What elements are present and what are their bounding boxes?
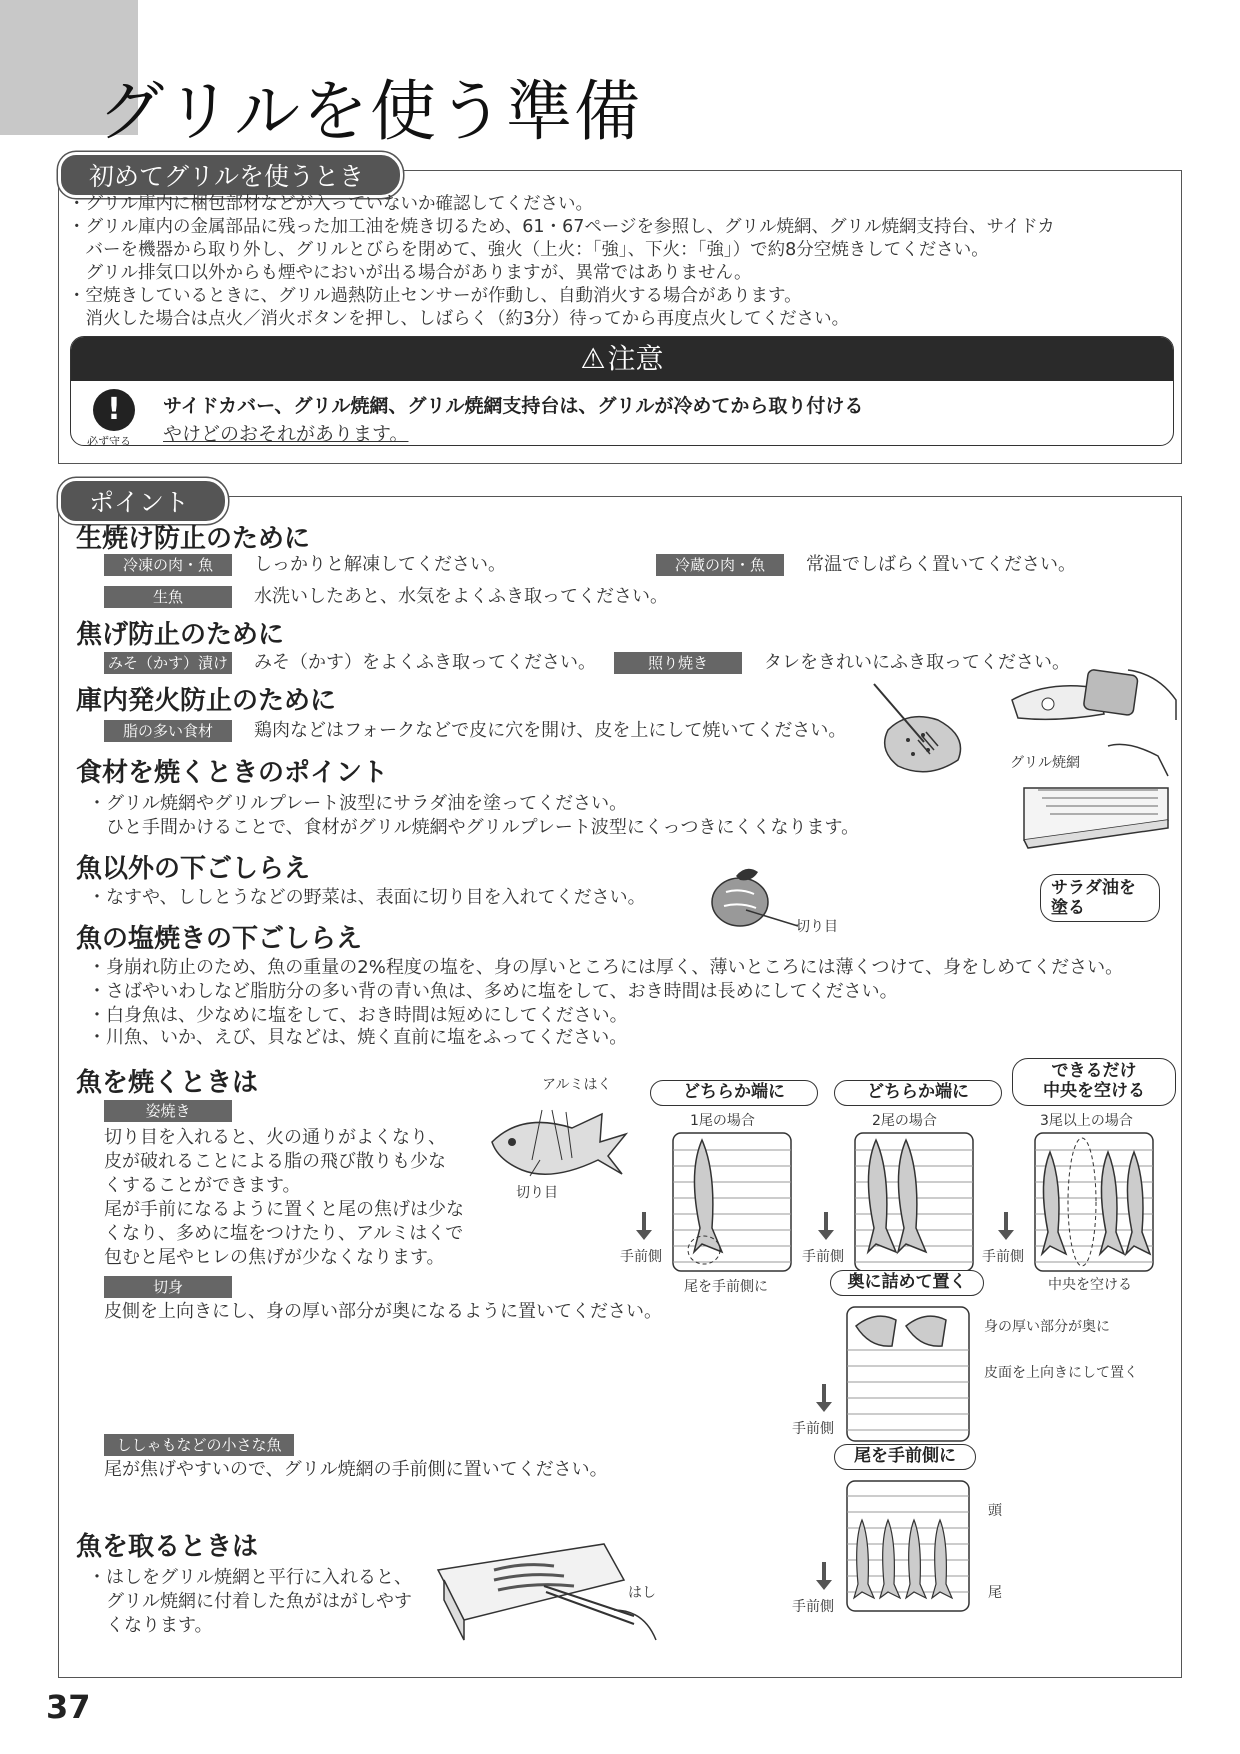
chilled-text: 常温でしばらく置いてください。 xyxy=(806,554,1076,575)
first-use-bullets xyxy=(68,193,1055,331)
tray-small-fish xyxy=(846,1480,970,1612)
whole-fish-line: くすることができます。 xyxy=(104,1175,301,1196)
whole-fish-line: 切り目を入れると、火の通りがよくなり、 xyxy=(104,1127,446,1148)
fillet-tag: 切身 xyxy=(104,1276,232,1298)
salad-oil-pill xyxy=(1040,874,1160,922)
miso-text: みそ（かす）をよくふき取ってください。 xyxy=(254,652,596,673)
skin-up-label: 皮面を上向きにして置く xyxy=(984,1365,1138,1381)
teriyaki-text: タレをきれいにふき取ってください。 xyxy=(764,652,1070,673)
whole-fish-illustration xyxy=(482,1090,632,1180)
fillet-text: 皮側を上向きにし、身の厚い部分が奥になるように置いてください。 xyxy=(104,1301,662,1322)
front-side-label: 手前側 xyxy=(982,1249,1024,1265)
non-fish-heading: 魚以外の下ごしらえ xyxy=(76,854,311,884)
fish-cut-label: 切り目 xyxy=(516,1185,558,1201)
first-use-bullet: グリル排気口以外からも煙やにおいが出る場合がありますが、異常ではありません。 xyxy=(68,263,752,283)
thick-back-label: 身の厚い部分が奥に xyxy=(984,1319,1110,1335)
caution-main-text: サイドカバー、グリル焼網、グリル焼網支持台は、グリルが冷めてから取り付ける xyxy=(163,395,864,417)
whole-fish-line: 包むと尾やヒレの焦げが少なくなります。 xyxy=(104,1247,445,1268)
col2-pill: どちらか端に xyxy=(834,1080,1002,1106)
front-side-label: 手前側 xyxy=(792,1421,834,1437)
removing-fish-line: くなります。 xyxy=(88,1615,213,1636)
first-use-bullet: バーを機器から取り外し、グリルとびらを閉めて、強火（上火：「強」、下火：「強」）で約8分空焼きしてください。 xyxy=(68,240,989,260)
grilling-points-line: ひと手間かけることで、食材がグリル焼網やグリルプレート波型にくっつきにくくなります。 xyxy=(88,817,860,838)
removing-fish-line: グリル焼網に付着した魚がはがしやす xyxy=(88,1591,412,1612)
back-pill: 奥に詰めて置く xyxy=(830,1270,984,1296)
caution-sub-text: やけどのおそれがあります。 xyxy=(163,423,409,445)
small-fish-text: 尾が焦げやすいので、グリル焼網の手前側に置いてください。 xyxy=(104,1459,608,1480)
first-use-label: 初めてグリルを使うとき xyxy=(58,152,403,198)
front-arrow-icon xyxy=(818,1212,834,1240)
wiping-cloth-illustration xyxy=(1008,660,1178,730)
center-empty-label: 中央を空ける xyxy=(1048,1277,1132,1293)
front-side-label: 手前側 xyxy=(792,1599,834,1615)
frozen-tag: 冷凍の肉・魚 xyxy=(104,554,232,576)
must-follow-label: 必ず守る xyxy=(87,435,131,446)
warning-triangle-icon: ⚠ xyxy=(580,342,606,375)
fatty-food-tag: 脂の多い食材 xyxy=(104,720,232,742)
salt-grill-heading: 魚の塩焼きの下ごしらえ xyxy=(76,924,363,954)
raw-fish-tag: 生魚 xyxy=(104,586,232,608)
salt-grill-line: ・さばやいわしなど脂肪分の多い背の青い魚は、多めに塩をして、おき時間は長めにしてください。 xyxy=(88,981,898,1002)
tray-one-fish xyxy=(672,1132,792,1272)
raw-prevention-heading: 生焼け防止のために xyxy=(76,524,311,554)
first-use-bullet: ・グリル庫内に梱包部材などが入っていないか確認してください。 xyxy=(68,194,593,214)
whole-fish-line: くなり、多めに塩をつけたり、アルミはくで xyxy=(104,1223,464,1244)
points-label: ポイント xyxy=(58,478,228,524)
col3-pill xyxy=(1012,1058,1176,1106)
salt-grill-line: ・川魚、いか、えび、貝などは、焼く直前に塩をふってください。 xyxy=(88,1027,628,1048)
tray-three-fish xyxy=(1034,1132,1154,1272)
miso-tag: みそ（かす）漬け xyxy=(104,652,232,674)
col1-case: 1尾の場合 xyxy=(690,1113,755,1129)
front-arrow-icon xyxy=(636,1212,652,1240)
front-arrow-icon xyxy=(816,1562,832,1590)
chopsticks-label: はし xyxy=(628,1585,656,1601)
fork-chicken-illustration xyxy=(868,680,978,780)
non-fish-line: ・なすや、ししとうなどの野菜は、表面に切り目を入れてください。 xyxy=(88,887,646,908)
foil-label: アルミはく xyxy=(542,1077,612,1093)
grilling-points-heading: 食材を焼くときのポイント xyxy=(76,758,389,788)
grill-net-illustration xyxy=(1018,736,1178,856)
tray-fillet xyxy=(846,1306,970,1442)
exclamation-icon: ! xyxy=(93,389,135,431)
first-use-bullet: ・グリル庫内の金属部品に残った加工油を焼き切るため、61・67ページを参照し、グリル焼網、グリル焼網支持台、サイドカ xyxy=(68,217,1055,237)
frozen-text: しっかりと解凍してください。 xyxy=(254,554,506,575)
salad-oil-pill-line: 塗る xyxy=(1051,898,1085,918)
caution-box xyxy=(70,336,1174,446)
col2-case: 2尾の場合 xyxy=(872,1113,937,1129)
teriyaki-tag: 照り焼き xyxy=(614,652,742,674)
front-side-label: 手前側 xyxy=(802,1249,844,1265)
grill-net-label: グリル焼網 xyxy=(1010,755,1080,771)
first-use-bullet: ・空焼きしているときに、グリル過熱防止センサーが作動し、自動消火する場合があります。 xyxy=(68,286,802,306)
first-use-bullet: 消火した場合は点火／消火ボタンを押し、しばらく（約3分）待ってから再度点火してください。 xyxy=(68,309,850,329)
grilling-fish-heading: 魚を焼くときは xyxy=(76,1068,259,1098)
front-side-label: 手前側 xyxy=(620,1249,662,1265)
col1-pill: どちらか端に xyxy=(650,1080,818,1106)
col3-pill-line: できるだけ xyxy=(1051,1061,1137,1081)
tail-front-pill: 尾を手前側に xyxy=(834,1444,976,1470)
col3-pill-line: 中央を空ける xyxy=(1043,1081,1145,1101)
small-fish-tag: ししゃもなどの小さな魚 xyxy=(104,1434,294,1456)
raw-fish-text: 水洗いしたあと、水気をよくふき取ってください。 xyxy=(254,586,668,607)
page-title: グリルを使う準備 xyxy=(98,73,642,150)
page-number: 37 xyxy=(46,1688,91,1726)
burn-prevention-heading: 焦げ防止のために xyxy=(76,620,285,650)
eggplant-cut-label: 切り目 xyxy=(796,919,838,935)
removing-fish-line: ・はしをグリル焼網と平行に入れると、 xyxy=(88,1567,412,1588)
fire-prevention-heading: 庫内発火防止のために xyxy=(76,686,337,716)
salt-grill-line: ・身崩れ防止のため、魚の重量の2%程度の塩を、身の厚いところには厚く、薄いところには薄くつけて、身をしめてください。 xyxy=(88,957,1124,978)
caution-title: 注意 xyxy=(607,342,664,375)
front-arrow-icon xyxy=(998,1212,1014,1240)
salt-grill-line: ・白身魚は、少なめに塩をして、おき時間は短めにしてください。 xyxy=(88,1005,628,1026)
grilling-points-line: ・グリル焼網やグリルプレート波型にサラダ油を塗ってください。 xyxy=(88,793,628,814)
whole-fish-line: 皮が破れることによる脂の飛び散りも少な xyxy=(104,1151,446,1172)
fatty-food-text: 鶏肉などはフォークなどで皮に穴を開け、皮を上にして焼いてください。 xyxy=(254,720,847,741)
salad-oil-pill-line: サラダ油を xyxy=(1051,878,1136,898)
tail-label: 尾 xyxy=(988,1585,1002,1601)
removing-fish-heading: 魚を取るときは xyxy=(76,1532,259,1562)
whole-fish-tag: 姿焼き xyxy=(104,1100,232,1122)
chilled-tag: 冷蔵の肉・魚 xyxy=(656,554,784,576)
tail-front-label: 尾を手前側に xyxy=(684,1279,768,1295)
caution-bar xyxy=(71,337,1173,381)
whole-fish-line: 尾が手前になるように置くと尾の焦げは少な xyxy=(104,1199,464,1220)
tray-two-fish xyxy=(854,1132,974,1272)
head-label: 頭 xyxy=(988,1503,1002,1519)
col3-case: 3尾以上の場合 xyxy=(1040,1113,1133,1129)
front-arrow-icon xyxy=(816,1384,832,1412)
